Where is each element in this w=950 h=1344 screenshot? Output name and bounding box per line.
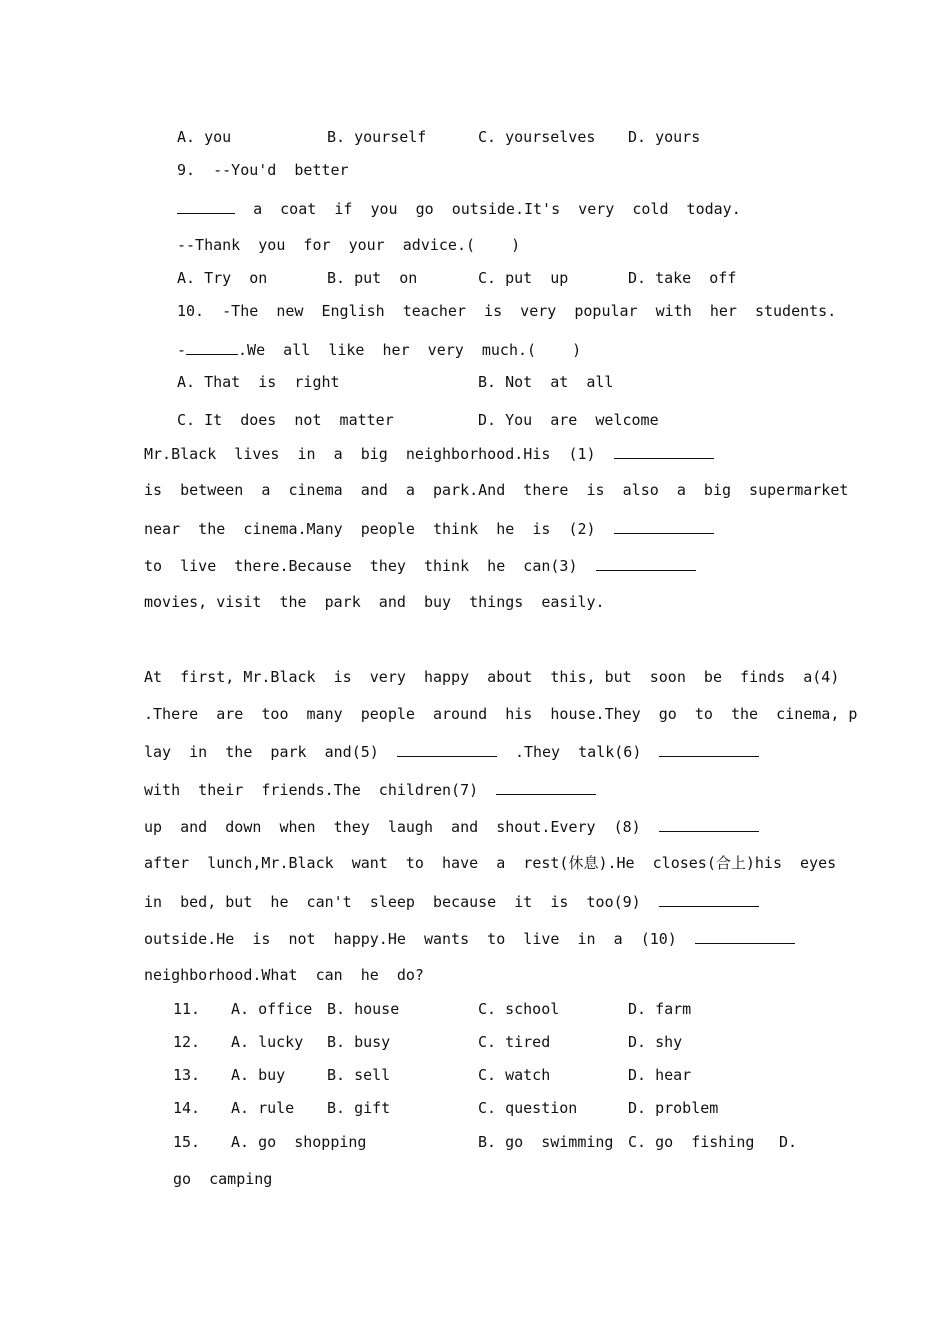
- question-number: 11.: [173, 1000, 201, 1018]
- q8-option-a: A. you: [177, 128, 232, 146]
- question-option-c: C. question: [478, 1099, 578, 1117]
- passage-line-6: At first, Mr.Black is very happy about this, but soon be finds a(4): [144, 668, 840, 686]
- question-option-c: C. watch: [478, 1066, 551, 1084]
- question-option-b: B. gift: [327, 1099, 391, 1117]
- q9-option-c: C. put up: [478, 269, 569, 287]
- blank-line: [614, 519, 714, 534]
- blank-line: [659, 742, 759, 757]
- question-option-d: D. problem: [628, 1099, 719, 1117]
- question-option-b: B. house: [327, 1000, 400, 1018]
- passage-line-3: near the cinema.Many people think he is (2): [144, 519, 714, 538]
- question-option-a: A. office: [231, 1000, 313, 1018]
- question-option-d: D. hear: [628, 1066, 692, 1084]
- q9-option-d: D. take off: [628, 269, 737, 287]
- q10-option-d: D. You are welcome: [478, 411, 659, 429]
- blank-line: [397, 742, 497, 757]
- blank-line: [659, 817, 759, 832]
- question-number: 14.: [173, 1099, 201, 1117]
- blank-line: [177, 199, 235, 214]
- q10-option-b: B. Not at all: [478, 373, 614, 391]
- passage-line-10: up and down when they laugh and shout.Every (8): [144, 817, 759, 836]
- q9-stem-line3: --Thank you for your advice.( ): [177, 236, 521, 254]
- blank-line: [695, 929, 795, 944]
- question-number: 12.: [173, 1033, 201, 1051]
- q10-option-c: C. It does not matter: [177, 411, 394, 429]
- passage-line-2: is between a cinema and a park.And there is also a big supermarket: [144, 481, 849, 499]
- passage-line-12: in bed, but he can't sleep because it is too(9): [144, 892, 759, 911]
- passage-line-11: after lunch,Mr.Black want to have a rest(休息).He closes(合上)his eyes: [144, 854, 837, 872]
- q8-option-b: B. yourself: [327, 128, 427, 146]
- question-option-b: B. busy: [327, 1033, 391, 1051]
- question-option-a: A. go shopping: [231, 1133, 367, 1151]
- q9-option-b: B. put on: [327, 269, 418, 287]
- question-option-d: D.: [779, 1133, 798, 1151]
- question-option-b: B. sell: [327, 1066, 391, 1084]
- question-option-d: D. shy: [628, 1033, 683, 1051]
- question-option-a: A. lucky: [231, 1033, 304, 1051]
- passage-line-9: with their friends.The children(7): [144, 780, 596, 799]
- q9-option-a: A. Try on: [177, 269, 268, 287]
- question-option-d: D. farm: [628, 1000, 692, 1018]
- blank-line: [596, 556, 696, 571]
- blank-line: [496, 780, 596, 795]
- q10-stem-line2: - .We all like her very much.( ): [177, 341, 582, 359]
- question-option-c: C. school: [478, 1000, 560, 1018]
- passage-line-13: outside.He is not happy.He wants to live in a (10): [144, 929, 795, 948]
- passage-line-4: to live there.Because they think he can(3): [144, 556, 696, 575]
- passage-line-1: Mr.Black lives in a big neighborhood.His (1): [144, 444, 714, 463]
- question-option-c: C. tired: [478, 1033, 551, 1051]
- q10-stem-line1: 10. -The new English teacher is very popular with her students.: [177, 302, 837, 320]
- blank-line: [659, 892, 759, 907]
- passage-line-5: movies, visit the park and buy things easily.: [144, 593, 605, 611]
- q8-option-d: D. yours: [628, 128, 701, 146]
- question-option-a: A. buy: [231, 1066, 286, 1084]
- question-option-c: C. go fishing: [628, 1133, 755, 1151]
- blank-line: [186, 340, 238, 355]
- passage-line-7: .There are too many people around his house.They go to the cinema, p: [144, 705, 858, 723]
- question-option-a: A. rule: [231, 1099, 295, 1117]
- question-number: 13.: [173, 1066, 201, 1084]
- passage-line-8: lay in the park and(5) .They talk(6): [144, 742, 759, 761]
- question-option-d-continued: go camping: [173, 1170, 273, 1188]
- question-option-b: B. go swimming: [478, 1133, 614, 1151]
- question-number: 15.: [173, 1133, 201, 1151]
- q9-stem-line2: a coat if you go outside.It's very cold today.: [177, 199, 741, 218]
- blank-line: [614, 444, 714, 459]
- q8-option-c: C. yourselves: [478, 128, 596, 146]
- passage-line-14: neighborhood.What can he do?: [144, 966, 424, 984]
- q10-option-a: A. That is right: [177, 373, 340, 391]
- q9-stem-line1: 9. --You'd better: [177, 161, 349, 179]
